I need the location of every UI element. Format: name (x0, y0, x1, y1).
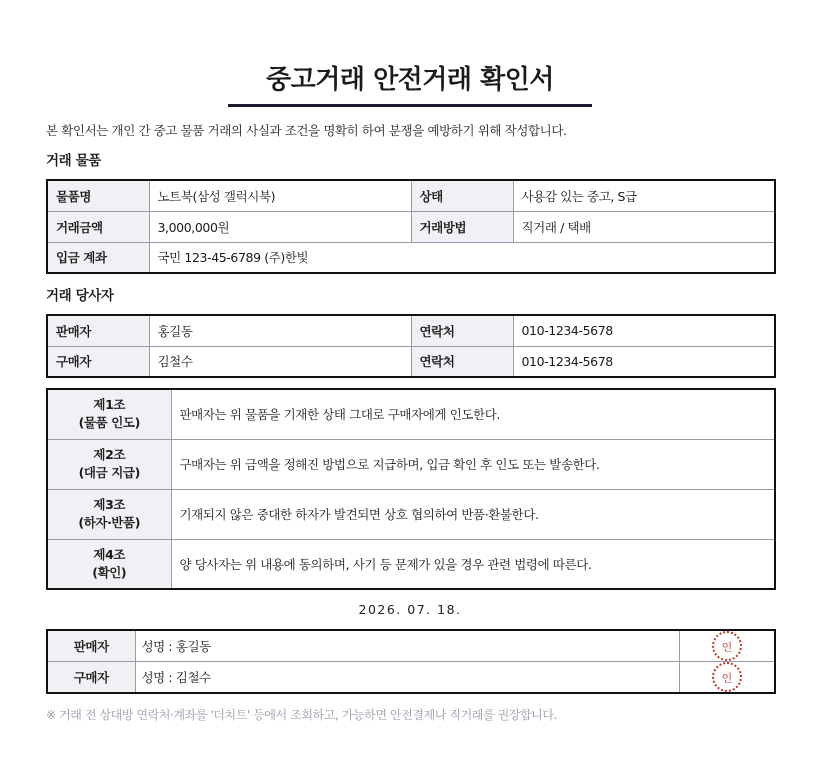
price-value: 3,000,000원 (149, 211, 411, 242)
account-label: 입금 계좌 (47, 242, 149, 273)
article-number: 제1조 (93, 397, 126, 413)
footer-note: ※ 거래 전 상대방 연락처·계좌를 '더치트' 등에서 조회하고, 가능하면 안전결제나 직거래를 권장합니다. (46, 708, 557, 722)
document-title: 중고거래 안전거래 확인서 (228, 60, 592, 107)
item-name-value: 노트북(삼성 갤럭시북) (149, 180, 411, 211)
article-number: 제4조 (93, 546, 126, 562)
articles-table (46, 388, 776, 590)
signature-role: 구매자 (47, 662, 135, 694)
account-value: 국민 123-45-6789 (주)한빛 (149, 242, 775, 273)
article-subtitle: (확인) (92, 564, 127, 580)
item-name-label: 물품명 (47, 180, 149, 211)
buyer-contact-value: 010-1234-5678 (513, 346, 775, 377)
table-row (47, 346, 775, 377)
seal-stamp-icon: 인 (712, 662, 742, 692)
signature-name: 성명 : 홍길동 (135, 630, 679, 662)
article-subtitle: (물품 인도) (78, 415, 140, 431)
item-table (46, 179, 776, 274)
article-text: 판매자는 위 물품을 기재한 상태 그대로 구매자에게 인도한다. (171, 389, 775, 439)
method-label: 거래방법 (411, 211, 513, 242)
table-row (47, 242, 775, 273)
article-text: 기재되지 않은 중대한 하자가 발견되면 상호 협의하여 반품·환불한다. (171, 489, 775, 539)
article-row (47, 489, 775, 539)
document (46, 60, 774, 723)
table-row (47, 180, 775, 211)
signature-role: 판매자 (47, 630, 135, 662)
article-subtitle: (대금 지급) (78, 465, 140, 480)
seller-value: 홍길동 (149, 315, 411, 346)
article-text: 양 당사자는 위 내용에 동의하며, 사기 등 문제가 있을 경우 관련 법령에 따른다. (171, 539, 775, 589)
seller-contact-label: 연락처 (411, 315, 513, 346)
article-heading (47, 389, 171, 439)
article-number: 제3조 (93, 497, 126, 512)
table-row (47, 315, 775, 346)
table-row (47, 211, 775, 242)
document-date: 2026. 07. 18. (358, 602, 462, 617)
intro-text: 본 확인서는 개인 간 중고 물품 거래의 사실과 조건을 명확히 하여 분쟁을 예방하기 위해 작성합니다. (46, 123, 567, 138)
item-section-title: 거래 물품 (46, 153, 101, 169)
seal-stamp-icon: 인 (712, 631, 742, 661)
article-heading (47, 489, 171, 539)
buyer-value: 김철수 (149, 346, 411, 377)
signature-name: 성명 : 김철수 (135, 662, 679, 694)
seller-contact-value: 010-1234-5678 (513, 315, 775, 346)
item-condition-value: 사용감 있는 중고, S급 (513, 180, 775, 211)
article-row (47, 539, 775, 589)
signature-table (46, 629, 776, 694)
article-heading (47, 439, 171, 489)
signature-row (47, 630, 775, 662)
buyer-label: 구매자 (47, 346, 149, 377)
signature-row (47, 662, 775, 694)
seller-label: 판매자 (47, 315, 149, 346)
article-heading (47, 539, 171, 589)
article-subtitle: (하자·반품) (78, 515, 141, 530)
price-label: 거래금액 (47, 211, 149, 242)
party-table (46, 314, 776, 378)
article-text: 구매자는 위 금액을 정해진 방법으로 지급하며, 입금 확인 후 인도 또는 발송한다. (171, 439, 775, 489)
article-row (47, 439, 775, 489)
article-number: 제2조 (93, 447, 126, 462)
party-section-title: 거래 당사자 (46, 288, 114, 304)
method-value: 직거래 / 택배 (513, 211, 775, 242)
article-row (47, 389, 775, 439)
buyer-contact-label: 연락처 (411, 346, 513, 377)
item-condition-label: 상태 (411, 180, 513, 211)
